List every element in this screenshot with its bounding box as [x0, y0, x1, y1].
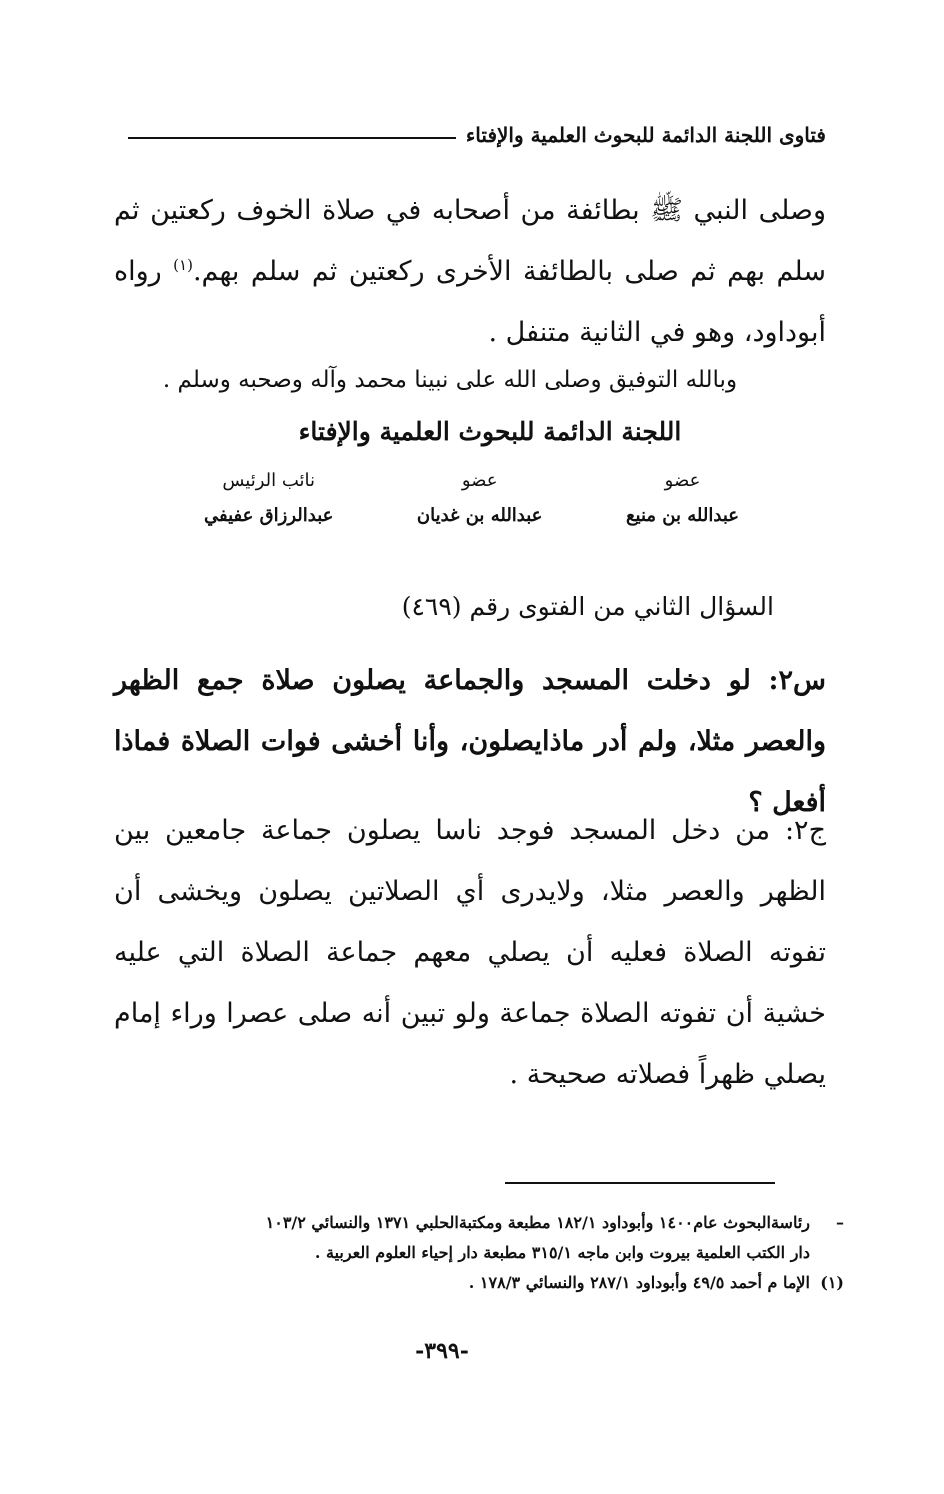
signature-name: عبدالله بن غديان — [416, 505, 543, 526]
signature-member-2 — [417, 470, 543, 526]
footnote-marker: (١) — [820, 1273, 844, 1292]
footnote-text: الإما م أحمد ٤٩/٥ وأبوداود ٢٨٧/١ والنسائي ١٧٨/٣ . — [468, 1273, 810, 1292]
paragraph-fear-prayer-text: وصلى النبي ﷺ بطائفة من أصحابه في صلاة الخوف ركعتين ثم سلم بهم ثم صلى بالطائفة الأخرى ركعتين ثم سلم بهم. — [114, 195, 826, 287]
signature-role: نائب الرئيس — [222, 470, 316, 491]
committee-title: اللجنة الدائمة للبحوث العلمية والإفتاء — [298, 417, 682, 446]
running-header — [128, 118, 826, 152]
footnote-reference: (١) — [173, 256, 193, 274]
footnote-line — [124, 1238, 844, 1268]
paragraph-fear-prayer — [114, 180, 826, 363]
footnote-line — [124, 1268, 844, 1298]
footnote-rule — [505, 1182, 775, 1184]
signature-vice-president — [204, 470, 333, 526]
signature-member-1 — [626, 470, 739, 526]
signature-role: عضو — [461, 470, 498, 491]
footnote-text: رئاسةالبحوث عام١٤٠٠ وأبوداود ١٨٢/١ مطبعة ومكتبةالحلبي ١٣٧١ والنسائي ١٠٣/٢ — [265, 1213, 810, 1232]
page-number: -٣٩٩- — [415, 1338, 469, 1364]
paragraph-fear-prayer-tail: رواه أبوداود، وهو في الثانية متنفل . — [114, 256, 826, 348]
signature-name: عبدالله بن منيع — [625, 505, 739, 526]
footnotes — [124, 1208, 844, 1298]
header-title: فتاوى اللجنة الدائمة للبحوث العلمية والإفتاء — [465, 123, 826, 147]
question-reference: السؤال الثاني من الفتوى رقم (٤٦٩) — [401, 592, 774, 621]
footnote-text: دار الكتب العلمية بيروت وابن ماجه ٣١٥/١ مطبعة دار إحياء العلوم العربية . — [314, 1243, 810, 1262]
footnote-marker: – — [836, 1213, 844, 1232]
question-text: س٢: لو دخلت المسجد والجماعة يصلون صلاة جمع الظهر والعصر مثلا، ولم أدر ماذايصلون، وأنا أخشى فوات الصلاة فماذا أفعل ؟ — [114, 665, 826, 818]
signature-name: عبدالرزاق عفيفي — [204, 505, 334, 526]
header-rule — [128, 137, 456, 139]
answer-text: ج٢: من دخل المسجد فوجد ناسا يصلون جماعة جامعين بين الظهر والعصر مثلا، ولايدرى أي الصلاتين يصلون ويخشى أن تفوته الصلاة فعليه أن يصلي معهم جماعة الصلاة التي عليه خشية أن تفوته الصلاة جماعة ولو تبين أنه صلى عصرا وراء إمام يصلي ظهراً فصلاته صحيحة . — [114, 815, 826, 1090]
signature-role: عضو — [664, 470, 701, 491]
footnote-line — [124, 1208, 844, 1238]
signature-block — [204, 470, 739, 526]
closing-formula: وبالله التوفيق وصلى الله على نبينا محمد وآله وصحبه وسلم . — [162, 367, 738, 393]
